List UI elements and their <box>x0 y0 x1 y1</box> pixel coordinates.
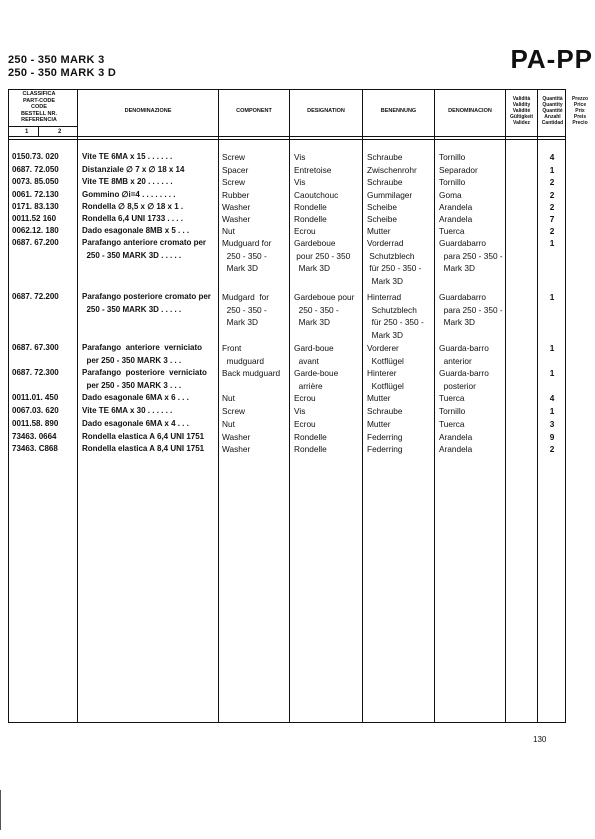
row-denominacion: Arandela <box>439 214 473 224</box>
title-line-1: 250 - 350 MARK 3 <box>8 54 105 66</box>
row-designation: Ecrou <box>294 393 316 403</box>
row-designation: Vis <box>294 152 306 162</box>
header-denominacion: DENOMINACION <box>448 108 492 114</box>
row-designation: Gardeboue pour 250 - 350 Mark 3D <box>294 238 351 273</box>
row-description: Vite TE 6MA x 30 . . . . . . <box>82 406 173 415</box>
row-component: Rubber <box>222 190 250 200</box>
row-description: Rondella elastica A 6,4 UNI 1751 <box>82 432 205 441</box>
row-code: 0067.03. 620 <box>12 406 59 415</box>
row-description: Parafango posteriore verniciato per 250 - 350 MARK 3 . . . <box>82 368 207 390</box>
row-code: 0062.12. 180 <box>12 226 59 235</box>
header-code-sub1: 1 <box>25 129 29 135</box>
row-quantity: 1 <box>549 343 555 353</box>
header-divider-2 <box>8 139 566 140</box>
row-benennung: Federring <box>367 432 403 442</box>
title-line-2: 250 - 350 MARK 3 D <box>8 67 117 79</box>
row-quantity: 2 <box>549 444 555 454</box>
header-divider <box>8 136 566 137</box>
margin-mark <box>0 790 1 830</box>
row-component: Spacer <box>222 165 249 175</box>
row-designation: Gardeboue pour 250 - 350 - Mark 3D <box>294 292 355 327</box>
row-benennung: Vorderrad Schutzblech für 250 - 350 - Mark 3D <box>367 238 422 286</box>
row-benennung: Scheibe <box>367 202 397 212</box>
row-description: Parafango posteriore cromato per 250 - 350 MARK 3D . . . . . <box>82 292 211 314</box>
row-code: 0073. 85.050 <box>12 177 59 186</box>
row-denominacion: Tuerca <box>439 419 465 429</box>
row-benennung: Scheibe <box>367 214 397 224</box>
row-benennung: Mutter <box>367 393 391 403</box>
row-description: Rondella elastica A 8,4 UNI 1751 <box>82 444 205 453</box>
row-code: 0687. 67.300 <box>12 343 59 352</box>
row-designation: Ecrou <box>294 419 316 429</box>
row-designation: Garde-boue arrière <box>294 368 339 391</box>
row-benennung: Hinterer Kotflügel <box>367 368 404 391</box>
row-denominacion: Guardabarro para 250 - 350 - Mark 3D <box>439 292 503 327</box>
row-description: Dado esagonale 6MA x 4 . . . <box>82 419 189 428</box>
header-designation: DESIGNATION <box>307 108 345 114</box>
row-designation: Vis <box>294 177 306 187</box>
row-benennung: Schraube <box>367 177 403 187</box>
page-number: 130 <box>533 735 547 744</box>
row-component: Nut <box>222 226 235 236</box>
row-component: Nut <box>222 419 235 429</box>
row-quantity: 2 <box>549 177 555 187</box>
row-denominacion: Arandela <box>439 432 473 442</box>
header-component: COMPONENT <box>236 108 272 114</box>
row-denominacion: Arandela <box>439 444 473 454</box>
row-quantity: 3 <box>549 419 555 429</box>
row-benennung: Hinterrad Schutzblech für 250 - 350 - Mark 3D <box>367 292 424 340</box>
row-description: Rondella 6,4 UNI 1733 . . . . <box>82 214 183 223</box>
row-component: Back mudguard <box>222 368 281 378</box>
row-code: 73463. 0664 <box>12 432 57 441</box>
column-divider <box>537 89 538 723</box>
row-quantity: 1 <box>549 368 555 378</box>
row-denominacion: Guarda-barro anterior <box>439 343 489 366</box>
row-component: Front mudguard <box>222 343 264 366</box>
column-divider <box>77 89 78 723</box>
row-description: Distanziale ∅ 7 x ∅ 18 x 14 <box>82 165 185 174</box>
row-benennung: Vorderer Kotflügel <box>367 343 404 366</box>
row-code: 0687. 72.300 <box>12 368 59 377</box>
row-description: Vite TE 8MB x 20 . . . . . . <box>82 177 173 186</box>
row-description: Vite TE 6MA x 15 . . . . . . <box>82 152 173 161</box>
row-benennung: Mutter <box>367 226 391 236</box>
row-benennung: Federring <box>367 444 403 454</box>
row-description: Dado esagonale 8MB x 5 . . . <box>82 226 190 235</box>
row-quantity: 4 <box>549 152 555 162</box>
row-code: 0011.01. 450 <box>12 393 59 402</box>
row-designation: Rondelle <box>294 202 327 212</box>
row-description: Dado esagonale 6MA x 6 . . . <box>82 393 189 402</box>
column-divider <box>362 89 363 723</box>
row-designation: Ecrou <box>294 226 316 236</box>
row-denominacion: Guardabarro para 250 - 350 - Mark 3D <box>439 238 503 273</box>
row-component: Screw <box>222 177 246 187</box>
row-benennung: Zwischenrohr <box>367 165 417 175</box>
code-subcol-divider <box>38 126 39 136</box>
column-divider <box>505 89 506 723</box>
row-component: Screw <box>222 152 246 162</box>
row-code: 0011.58. 890 <box>12 419 59 428</box>
row-description: Rondella ∅ 8,5 x ∅ 18 x 1 . <box>82 202 184 211</box>
row-component: Washer <box>222 444 251 454</box>
row-denominacion: Guarda-barro posterior <box>439 368 489 391</box>
row-denominacion: Tuerca <box>439 226 465 236</box>
row-denominacion: Goma <box>439 190 462 200</box>
row-designation: Rondelle <box>294 432 327 442</box>
row-benennung: Gummilager <box>367 190 413 200</box>
header-code: CLASSIFICA PART-CODE CODE BESTELL NR. REFERENCIA <box>21 91 57 123</box>
row-denominacion: Tornillo <box>439 152 466 162</box>
row-denominacion: Separador <box>439 165 478 175</box>
row-benennung: Schraube <box>367 406 403 416</box>
row-quantity: 2 <box>549 226 555 236</box>
row-quantity: 1 <box>549 406 555 416</box>
row-code: 0011.52 160 <box>12 214 57 223</box>
row-component: Screw <box>222 406 246 416</box>
row-designation: Vis <box>294 406 306 416</box>
row-code: 73463. C868 <box>12 444 58 453</box>
row-component: Nut <box>222 393 235 403</box>
row-designation: Rondelle <box>294 444 327 454</box>
row-benennung: Mutter <box>367 419 391 429</box>
row-component: Mudguard for 250 - 350 - Mark 3D <box>222 238 272 273</box>
row-quantity: 2 <box>549 190 555 200</box>
section-code: PA-PP <box>510 44 593 74</box>
header-validity: Validità Validity Validité Gültigkeit Validez <box>509 96 534 126</box>
header-price: Prezzo Price Prix Preis Precio <box>571 96 589 126</box>
row-code: 0150.73. 020 <box>12 152 59 161</box>
row-quantity: 1 <box>549 238 555 248</box>
row-benennung: Schraube <box>367 152 403 162</box>
row-quantity: 9 <box>549 432 555 442</box>
row-quantity: 1 <box>549 292 555 302</box>
header-denominazione: DENOMINAZIONE <box>124 108 172 114</box>
row-denominacion: Tuerca <box>439 393 465 403</box>
column-divider <box>434 89 435 723</box>
row-code: 0171. 83.130 <box>12 202 59 211</box>
header-benennung: BENENNUNG <box>380 108 417 114</box>
row-denominacion: Arandela <box>439 202 473 212</box>
row-quantity: 2 <box>549 202 555 212</box>
row-quantity: 1 <box>549 165 555 175</box>
row-component: Washer <box>222 202 251 212</box>
row-designation: Rondelle <box>294 214 327 224</box>
header-code-sub2: 2 <box>58 129 62 135</box>
row-description: Parafango anteriore cromato per 250 - 350 MARK 3D . . . . . <box>82 238 207 260</box>
row-designation: Entretoise <box>294 165 332 175</box>
header-quantity: Quantità Quantity Quantité Anzahl Cantidad <box>541 96 564 126</box>
row-component: Washer <box>222 432 251 442</box>
row-code: 0687. 67.200 <box>12 238 59 247</box>
row-quantity: 4 <box>549 393 555 403</box>
row-designation: Caoutchouc <box>294 190 339 200</box>
row-code: 0061. 72.130 <box>12 190 59 199</box>
row-component: Washer <box>222 214 251 224</box>
row-description: Parafango anteriore verniciato per 250 - 350 MARK 3 . . . <box>82 343 203 365</box>
column-divider <box>289 89 290 723</box>
row-description: Gommino ∅i=4 . . . . . . . . <box>82 190 176 199</box>
column-divider <box>218 89 219 723</box>
row-denominacion: Tornillo <box>439 406 466 416</box>
row-code: 0687. 72.050 <box>12 165 59 174</box>
row-designation: Gard-boue avant <box>294 343 334 366</box>
row-quantity: 7 <box>549 214 555 224</box>
row-code: 0687. 72.200 <box>12 292 59 301</box>
row-denominacion: Tornillo <box>439 177 466 187</box>
code-header-divider <box>8 126 77 127</box>
row-component: Mudgard for 250 - 350 - Mark 3D <box>222 292 270 327</box>
